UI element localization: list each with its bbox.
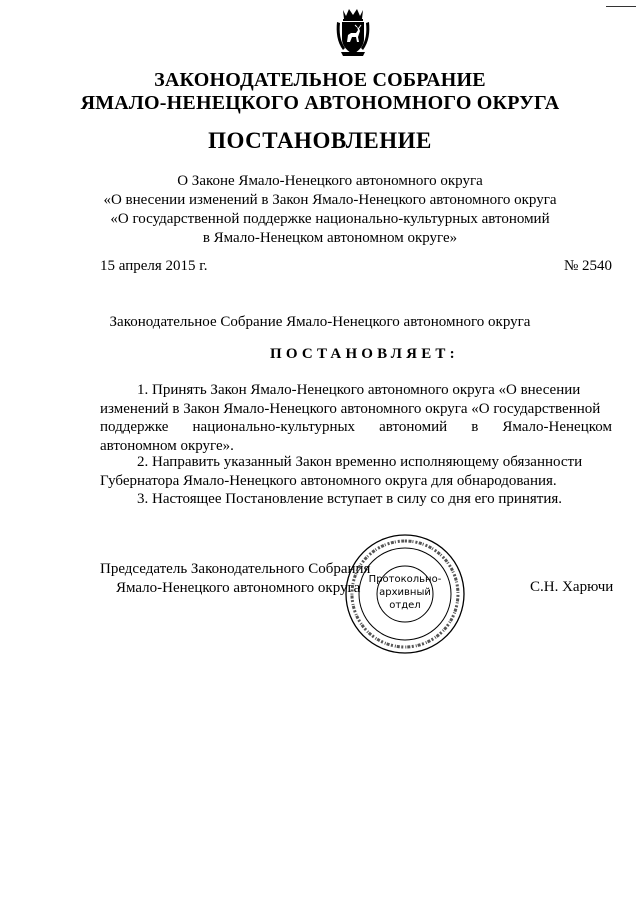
- signatory-title-line2: Ямало-Ненецкого автономного округа: [116, 580, 361, 596]
- signatory-title-line1: Председатель Законодательного Собрания: [100, 561, 371, 577]
- org-title-line2: ЯМАЛО-НЕНЕЦКОГО АВТОНОМНОГО ОКРУГА: [80, 92, 560, 114]
- document-type-heading: ПОСТАНОВЛЕНИЕ: [208, 128, 432, 153]
- official-stamp: [343, 532, 467, 656]
- stamp-text-line1: Протокольно-: [368, 574, 442, 585]
- item-1-line1-text: 1. Принять Закон Ямало-Ненецкого автономного округа «О внесении: [137, 382, 581, 398]
- resolves-heading: ПОСТАНОВЛЯЕТ:: [270, 346, 459, 362]
- item-1-line1: [100, 381, 612, 400]
- item-2-line2: Губернатора Ямало-Ненецкого автономного округа для обнародования.: [100, 472, 557, 489]
- item-3: [100, 490, 612, 509]
- subject-line3: «О государственной поддержке национально-культурных автономий: [110, 211, 550, 227]
- item-1-line3-word: национально-культурных: [192, 419, 356, 435]
- document-date: 15 апреля 2015 г.: [100, 258, 208, 274]
- coat-of-arms-icon: [335, 6, 371, 58]
- stamp-text-line3: отдел: [389, 600, 421, 611]
- subject-line1: О Законе Ямало-Ненецкого автономного округа: [177, 173, 483, 189]
- signatory-name: С.Н. Харючи: [530, 579, 614, 595]
- subject-line2: «О внесении изменений в Закон Ямало-Ненецкого автономного округа: [103, 192, 557, 208]
- org-title-line1: ЗАКОНОДАТЕЛЬНОЕ СОБРАНИЕ: [154, 69, 486, 91]
- item-1-line2: изменений в Закон Ямало-Ненецкого автономного округа «О государственной: [100, 400, 601, 417]
- signatory-title: [100, 560, 370, 598]
- item-1-line3-word: Ямало-Ненецком: [502, 419, 612, 435]
- item-1: [100, 381, 612, 455]
- item-2-line1: 2. Направить указанный Закон временно исполняющему обязанности: [137, 454, 583, 470]
- item-1-line3-word: автономий: [379, 419, 448, 435]
- stamp-text-line2: архивный: [379, 587, 431, 598]
- item-2: [100, 453, 612, 490]
- corner-mark: [606, 6, 636, 7]
- item-1-line3: [100, 418, 612, 437]
- subject-line4: в Ямало-Ненецком автономном округе»: [202, 230, 458, 246]
- preamble: Законодательное Собрание Ямало-Ненецкого автономного округа: [109, 314, 531, 330]
- document-number: № 2540: [563, 258, 612, 274]
- item-1-line3-word: поддержке: [100, 419, 169, 435]
- item-1-line3-word: в: [471, 419, 479, 435]
- item-1-line4: автономном округе».: [100, 437, 234, 454]
- item-3-line1: 3. Настоящее Постановление вступает в силу со дня его принятия.: [137, 491, 563, 507]
